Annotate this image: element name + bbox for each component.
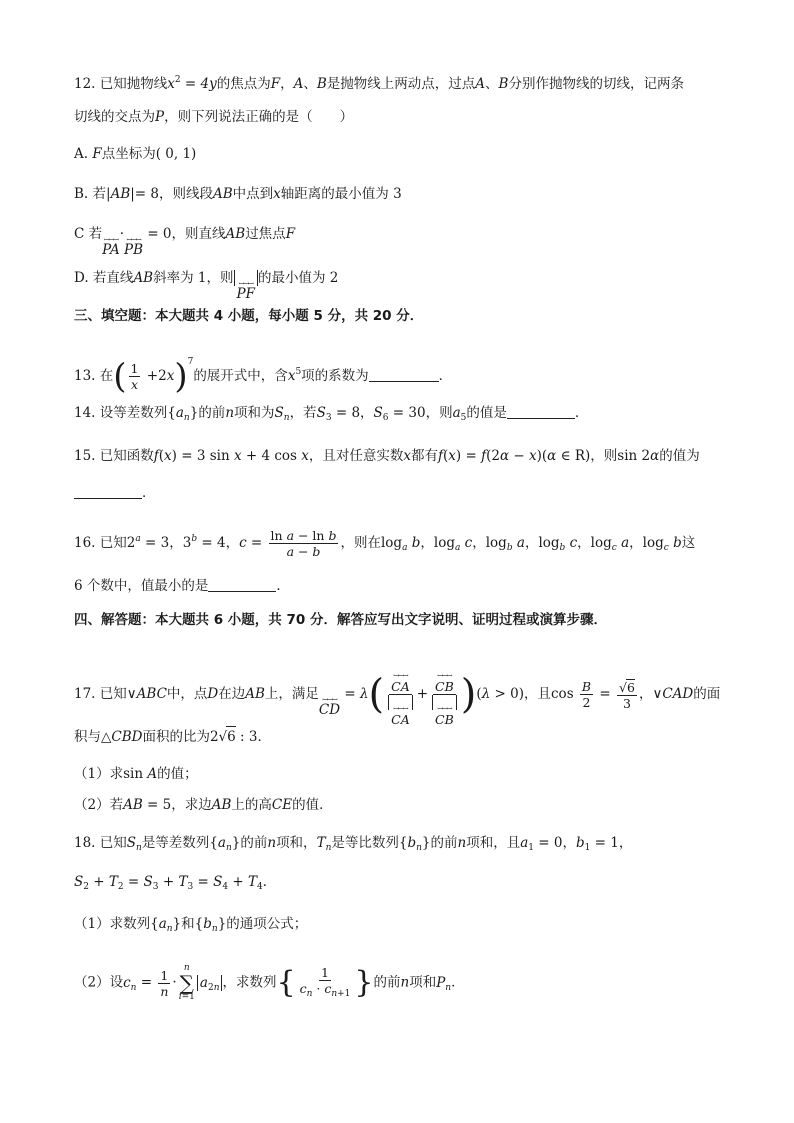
q12-option-d: D. 若直线AB斜率为 1，则 ꟷꟷꟷ PF 的最小值为 2 (74, 270, 339, 302)
section-3-title: 三、填空题：本大题共 4 小题，每小题 5 分，共 20 分． (74, 308, 424, 324)
q12-option-c: C 若 ꟷꟷꟷ PA · ꟷꟷꟷ PB = 0，则直线AB过焦点F (74, 226, 296, 258)
q18-part2: （2）设$c_n$ = $\frac{1}{n}$ · n ∑ i=1 $a_{2n}$ ，求数列{ $\frac{1}{c_n \cdot c_{n+1}}$ }的前n项和$P_n$． (74, 963, 465, 1002)
q17-line2: 积与△CBD面积的比为2√6 : 3． (74, 726, 734, 747)
q14-answer-blank (507, 404, 575, 419)
q15-line2: ． (74, 483, 734, 503)
q16-line1: 16. 已知$2^a = 3$，$3^b = 4$，c = $\frac{\text{ln a − ln b}}{a - b}$ ，则在$\log_a b$，$\log_a c$，$\log_b a$，$\log_b c$，$\log_c a$，$\log_c b$这 (74, 528, 696, 559)
q15-answer-blank (74, 484, 142, 499)
q16-line2: 6 个数中，值最小的是 ． (74, 578, 290, 594)
q14: 14. 设等差数列$\{a_n\}$的前n项和为$S_n$，若$S_3 = 8$，$S_6 = 30$，则$a_5$的值是 ． (74, 405, 589, 423)
q17-part1: （1）求sin A的值； (74, 766, 198, 782)
q16-answer-blank (208, 577, 276, 592)
q18-line2: $S_2 + T_2 = S_3 + T_3 = S_4 + T_4$． (74, 874, 277, 892)
q13: 13. 在( $\frac{1}{x}$ +2x)$^7$的展开式中，含$x^5$项的系数为 ． (74, 356, 453, 397)
q12-option-a: A. F点坐标为( 0, 1) (74, 146, 197, 162)
q18-part1: （1）求数列$\{a_n\}$和$\{b_n\}$的通项公式； (74, 916, 308, 934)
q12-option-b: B. 若|AB|= 8，则线段AB中点到x轴距离的最小值为 3 (74, 186, 402, 202)
math-parabola: $x^2 = 4y$ (167, 75, 217, 92)
q17-line1: 17. 已知∨ABC中，点D在边AB上，满足 ꟷꟷꟷ CD = λ( ꟷꟷꟷ CA ꟷꟷꟷ CA + ꟷꟷꟷ CB ꟷꟷꟷ CB )(λ > 0)，且cos $\frac{B}{2}$ = $\frac{√6}{3}$ ，∨CAD的面 (74, 662, 734, 727)
q12-line2: 切线的交点为P，则下列说法正确的是（ ） (74, 109, 354, 125)
q17-part2: （2）若AB = 5，求边AB上的高CE的值． (74, 797, 333, 813)
q18-line1: 18. 已知$S_n$是等差数列$\{a_n\}$的前n项和，$T_n$是等比数列$\{b_n\}$的前n项和，且$a_1 = 0$，$b_1 = 1$， (74, 835, 633, 853)
section-4-title: 四、解答题：本大题共 6 小题，共 70 分．解答应写出文字说明、证明过程或演算步骤． (74, 612, 607, 628)
q12-line1: 12. 已知抛物线$x^2 = 4y$的焦点为F，A、B是抛物线上两动点，过点A、B分别作抛物线的切线，记两条 (74, 75, 684, 92)
q13-answer-blank (369, 367, 439, 382)
q15-line1: 15. 已知函数f(x) = 3 sin x + 4 cos x，且对任意实数x都有f(x) = f(2α − x)(α ∈ R)，则sin 2α的值为 (74, 448, 700, 464)
